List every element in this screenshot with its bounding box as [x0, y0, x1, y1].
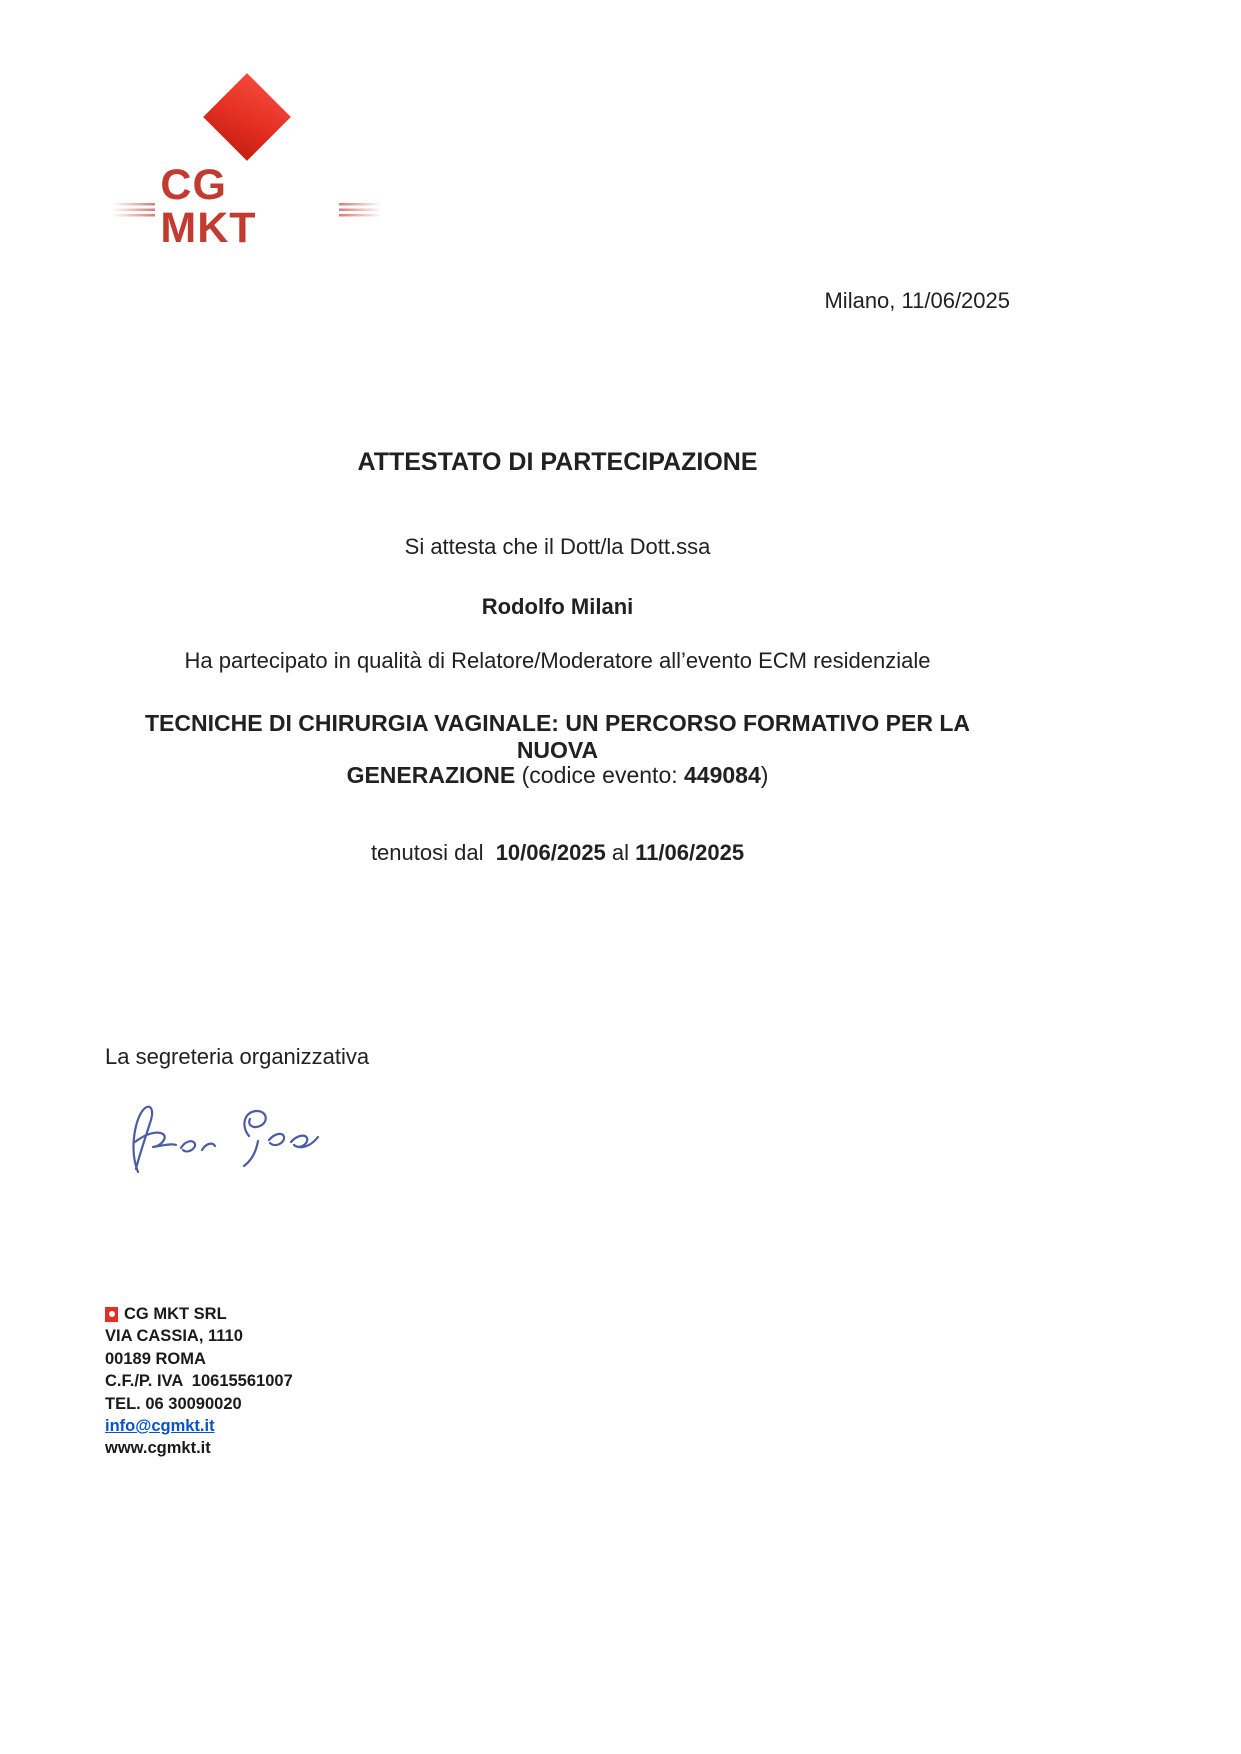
event-code-close: ) [760, 762, 769, 788]
closing-label: La segreteria organizzativa [105, 1044, 370, 1069]
logo-stripe-right [339, 203, 382, 220]
role-line: Ha partecipato in qualità di Relatore/Moderatore all’evento ECM residenziale [184, 648, 931, 673]
attest-line: Si attesta che il Dott/la Dott.ssa [404, 534, 711, 559]
event-end-date: 11/06/2025 [635, 840, 745, 865]
footer-website: www.cgmkt.it [105, 1439, 211, 1458]
logo-text-row [112, 161, 382, 252]
footer-logo-mark-icon [105, 1307, 118, 1322]
signature-image [118, 1096, 328, 1196]
cgmkt-logo [112, 72, 382, 250]
event-code-value: 449084 [684, 762, 761, 788]
footer [105, 1303, 293, 1460]
event-title-line2 [105, 762, 1010, 789]
event-title-line1: TECNICHE DI CHIRURGIA VAGINALE: UN PERCORSO FORMATIVO PER LA NUOVA [144, 710, 977, 763]
footer-phone: TEL. 06 30090020 [105, 1394, 242, 1413]
footer-email-link[interactable]: info@cgmkt.it [105, 1417, 215, 1436]
logo-stripe-left [112, 203, 155, 220]
participant-name: Rodolfo Milani [481, 594, 634, 619]
dates-prefix: tenutosi dal [370, 840, 496, 865]
dates-connector: al [605, 840, 636, 865]
logo-text: CG MKT [160, 161, 257, 252]
event-code-label: (codice evento: [515, 762, 685, 788]
footer-city: 00189 ROMA [105, 1349, 206, 1368]
footer-company-name: CG MKT SRL [124, 1305, 227, 1323]
event-start-date: 10/06/2025 [495, 840, 606, 865]
page-title: ATTESTATO DI PARTECIPAZIONE [357, 448, 758, 476]
logo-diamond-icon [203, 73, 291, 161]
event-title-generazione: GENERAZIONE [346, 762, 516, 788]
footer-address: VIA CASSIA, 1110 [105, 1327, 243, 1346]
event-dates-line [105, 840, 1010, 866]
date-line: Milano, 11/06/2025 [824, 288, 1010, 313]
footer-company-row [105, 1303, 293, 1325]
footer-fiscal-code: C.F./P. IVA 10615561007 [105, 1372, 293, 1391]
